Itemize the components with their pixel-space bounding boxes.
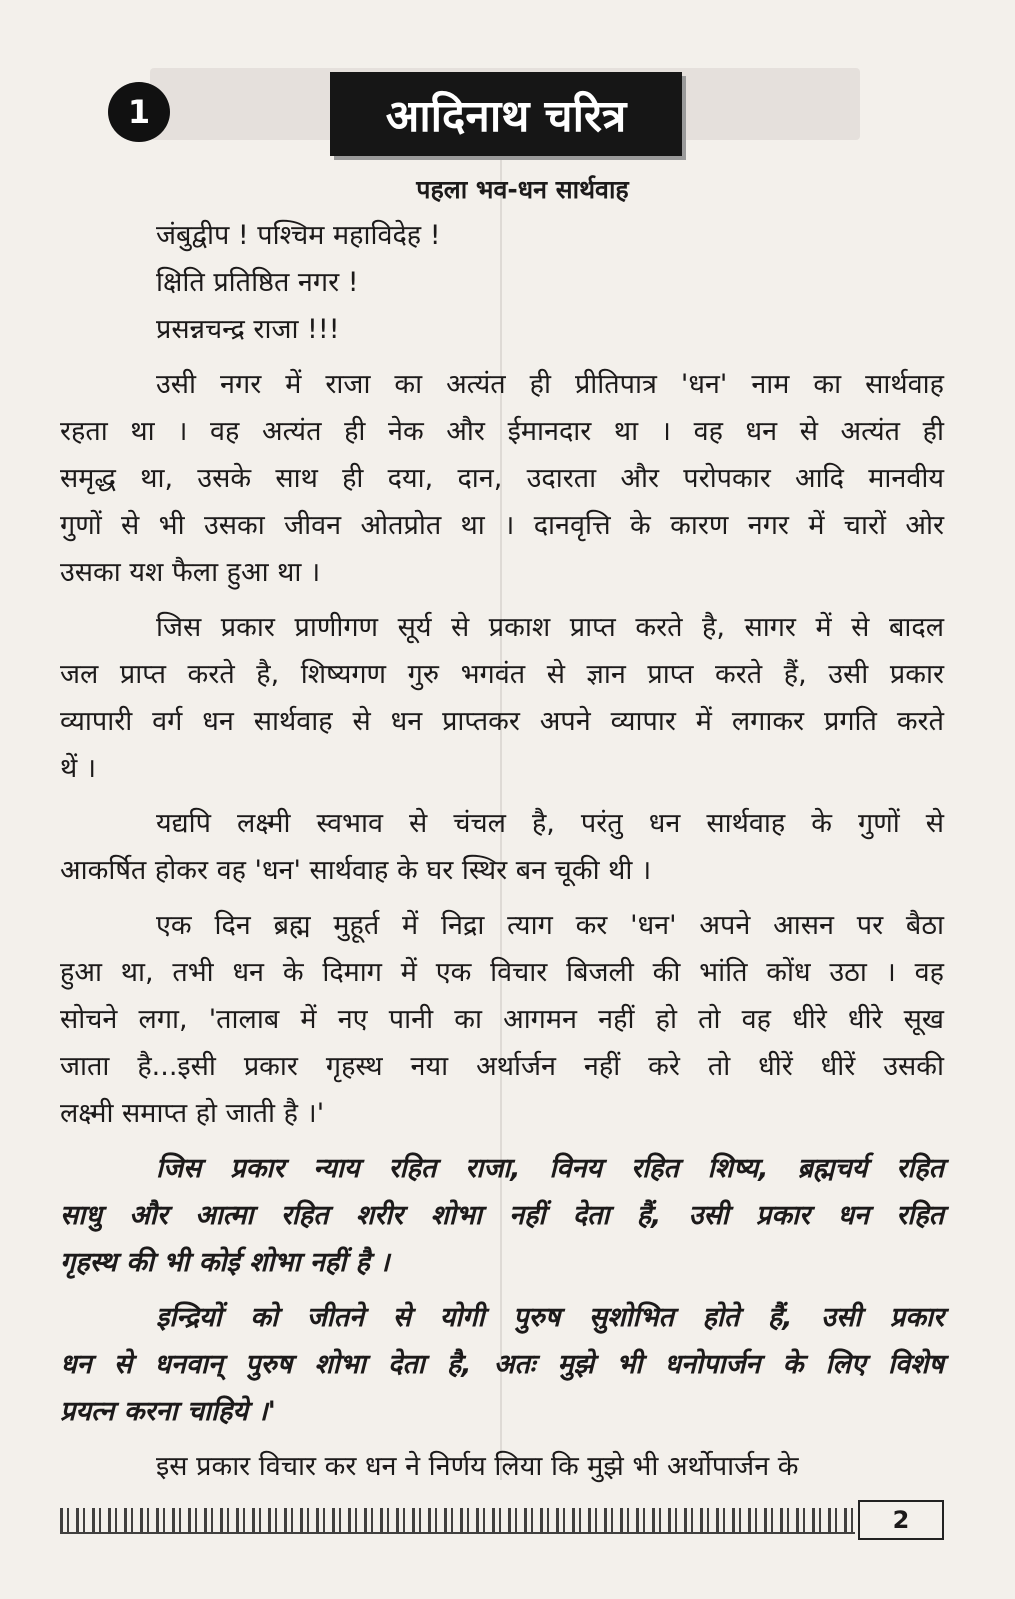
text-line: धन से धनवान् पुरुष शोभा देता है, अतः मुझे भी धनोपार्जन के लिए विशेष — [60, 1349, 944, 1380]
text-line: जाता है...इसी प्रकार गृहस्थ नया अर्थार्जन नहीं करे तो धीरें धीरें उसकी — [60, 1051, 944, 1082]
text-line: एक दिन ब्रह्म मुहूर्त में निद्रा त्याग कर 'धन' अपने आसन पर बैठा — [156, 910, 944, 941]
text-line: इन्द्रियों को जीतने से योगी पुरुष सुशोभित होते हैं, उसी प्रकार — [156, 1302, 944, 1333]
chapter-title: आदिनाथ चरित्र — [330, 72, 682, 156]
text-line: थें । — [60, 753, 97, 784]
text-line: व्यापारी वर्ग धन सार्थवाह से धन प्राप्तकर अपने व्यापार में लगाकर प्रगति करते — [60, 706, 944, 737]
paragraph — [60, 1443, 944, 1490]
verse-line: क्षिति प्रतिष्ठित नगर ! — [156, 267, 359, 298]
paragraph — [60, 604, 944, 792]
text-line: लक्ष्मी समाप्त हो जाती है ।' — [60, 1098, 325, 1129]
text-line: साधु और आत्मा रहित शरीर शोभा नहीं देता हैं, उसी प्रकार धन रहित — [60, 1200, 944, 1231]
text-line: इस प्रकार विचार कर धन ने निर्णय लिया कि मुझे भी अर्थोपार्जन के — [156, 1451, 799, 1482]
verse-line: प्रसन्नचन्द्र राजा !!! — [156, 314, 340, 345]
text-line: जिस प्रकार प्राणीगण सूर्य से प्रकाश प्राप्त करते है, सागर में से बादल — [156, 612, 944, 643]
page-number: 2 — [858, 1500, 944, 1540]
text-line: आकर्षित होकर वह 'धन' सार्थवाह के घर स्थिर बन चूकी थी । — [60, 855, 652, 886]
text-line: गुणों से भी उसका जीवन ओतप्रोत था । दानवृत्ति के कारण नगर में चारों ओर — [60, 510, 944, 541]
chapter-number-badge: 1 — [108, 82, 170, 142]
page-body — [60, 212, 944, 1490]
paragraph — [60, 902, 944, 1137]
italic-paragraph — [60, 1294, 944, 1435]
text-line: जिस प्रकार न्याय रहित राजा, विनय रहित शिष्य, ब्रह्मचर्य रहित — [156, 1153, 944, 1184]
text-line: गृहस्थ की भी कोई शोभा नहीं है । — [60, 1247, 390, 1278]
text-line: यद्यपि लक्ष्मी स्वभाव से चंचल है, परंतु धन सार्थवाह के गुणों से — [156, 808, 944, 839]
text-line: समृद्ध था, उसके साथ ही दया, दान, उदारता और परोपकार आदि मानवीय — [60, 463, 944, 494]
italic-paragraph — [60, 1145, 944, 1286]
text-line: हुआ था, तभी धन के दिमाग में एक विचार बिजली की भांति कोंध उठा । वह — [60, 957, 944, 988]
paragraph — [60, 361, 944, 596]
text-line: सोचने लगा, 'तालाब में नए पानी का आगमन नहीं हो तो वह धीरे धीरे सूख — [60, 1004, 944, 1035]
text-line: उसी नगर में राजा का अत्यंत ही प्रीतिपात्र 'धन' नाम का सार्थवाह — [156, 369, 944, 400]
chapter-subtitle: पहला भव-धन सार्थवाह — [416, 175, 629, 204]
opening-verse — [60, 212, 944, 353]
text-line: प्रयत्न करना चाहिये ।' — [60, 1396, 276, 1427]
text-line: उसका यश फैला हुआ था । — [60, 557, 321, 588]
decorative-footer-border — [60, 1508, 855, 1534]
paragraph — [60, 800, 944, 894]
text-line: जल प्राप्त करते है, शिष्यगण गुरु भगवंत से ज्ञान प्राप्त करते हैं, उसी प्रकार — [60, 659, 944, 690]
verse-line: जंबुद्वीप ! पश्चिम महाविदेह ! — [156, 220, 441, 251]
text-line: रहता था । वह अत्यंत ही नेक और ईमानदार था । वह धन से अत्यंत ही — [60, 416, 944, 447]
